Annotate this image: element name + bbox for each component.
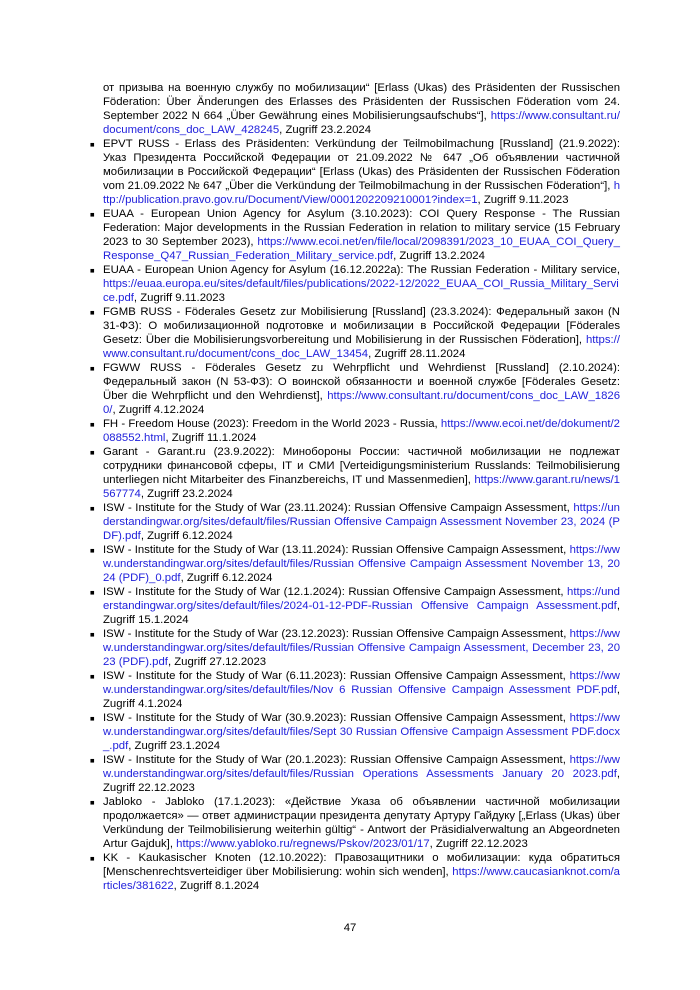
reference-link[interactable]: https://www.understandingwar.org/sites/default/files/Russian Operations Assessments January 20 2023.pdf (103, 754, 620, 780)
reference-link[interactable]: https://www.caucasianknot.com/articles/381622 (103, 866, 620, 892)
reference-link[interactable]: https://www.understandingwar.org/sites/default/files/Sept 30 Russian Offensive Campaign Assessment PDF.docx_.pdf (103, 712, 620, 752)
reference-text: ISW - Institute for the Study of War (13.11.2024): Russian Offensive Campaign Assessment, (103, 544, 570, 556)
reference-text: , Zugriff 11.1.2024 (165, 432, 257, 444)
reference-text: от призыва на военную службу по мобилизации“ [Erlass (Ukas) des Präsidenten der Russischen Föderation: Über Änderungen des Erlasses des Präsidenten der Russischen Föderation vom 24. September 2022 N 664 „Über Gewährung eines Mobilisierungsaufschubs“], (103, 82, 620, 122)
reference-text: FH - Freedom House (2023): Freedom in the World 2023 - Russia, (103, 418, 441, 430)
reference-entry (90, 263, 620, 305)
page-number: 47 (343, 922, 357, 934)
bullet-marker-icon: ■ (90, 447, 95, 457)
reference-text: FGWW RUSS - Föderales Gesetz zu Wehrpflicht und Wehrdienst [Russland] (2.10.2024): Федеральный закон (N 53-ФЗ): О воинской обязанности и военной службе [Föderales Gesetz: Über die Wehrpflicht und den Wehrdienst], (103, 362, 620, 402)
reference-link[interactable]: https://www.understandingwar.org/sites/default/files/Russian Offensive Campaign Assessment November 13, 2024 (PDF)_0.pdf (103, 544, 620, 584)
reference-text: , Zugriff 22.12.2023 (429, 838, 528, 850)
reference-entry (90, 627, 620, 669)
bullet-marker-icon: ■ (90, 671, 95, 681)
reference-entry (90, 711, 620, 753)
reference-link[interactable]: https://euaa.europa.eu/sites/default/files/publications/2022-12/2022_EUAA_COI_Russia_Military_Service.pdf (103, 278, 619, 304)
reference-link[interactable]: http://publication.pravo.gov.ru/Document/View/0001202209210001?index=1 (103, 180, 620, 206)
bullet-marker-icon: ■ (90, 419, 95, 429)
reference-text: , Zugriff 15.1.2024 (103, 600, 620, 626)
reference-text: , Zugriff 27.12.2023 (167, 656, 267, 668)
reference-link[interactable]: https://www.ecoi.net/de/dokument/2088552.html (103, 418, 620, 444)
bullet-marker-icon: ■ (90, 265, 95, 275)
reference-list (90, 81, 620, 893)
reference-text: , Zugriff 23.1.2024 (128, 740, 221, 752)
reference-text: , Zugriff 28.11.2024 (368, 348, 466, 360)
reference-entry (90, 305, 620, 361)
reference-text: ISW - Institute for the Study of War (30.9.2023): Russian Offensive Campaign Assessment, (103, 712, 570, 724)
reference-entry (90, 417, 620, 445)
reference-text: , Zugriff 6.12.2024 (180, 572, 273, 584)
reference-text: , Zugriff 13.2.2024 (393, 250, 485, 262)
reference-text: ISW - Institute for the Study of War (23.11.2024): Russian Offensive Campaign Assessment, (103, 502, 574, 514)
reference-link[interactable]: https://www.ecoi.net/en/file/local/2098391/2023_10_EUAA_COI_Query_Response_Q47_Russian_Federation_Military_service.pdf (103, 236, 620, 262)
reference-entry (90, 207, 620, 263)
reference-text: , Zugriff 4.12.2024 (112, 404, 205, 416)
reference-link[interactable]: https://www.consultant.ru/document/cons_doc_LAW_428245 (103, 110, 620, 136)
reference-entry (90, 543, 620, 585)
bullet-marker-icon: ■ (90, 587, 95, 597)
reference-text: ISW - Institute for the Study of War (12.1.2024): Russian Offensive Campaign Assessment, (103, 586, 568, 598)
reference-text: , Zugriff 22.12.2023 (103, 768, 620, 794)
reference-entry (90, 585, 620, 627)
reference-link[interactable]: https://www.understandingwar.org/sites/default/files/Nov 6 Russian Offensive Campaign Assessment PDF.pdf (103, 670, 620, 696)
reference-link[interactable]: https://www.yabloko.ru/regnews/Pskov/2023/01/17 (176, 838, 430, 850)
bullet-marker-icon: ■ (90, 797, 95, 807)
reference-text: , Zugriff 4.1.2024 (103, 684, 620, 710)
reference-text: KK - Kaukasischer Knoten (12.10.2022): Правозащитники о мобилизации: куда обратиться [Menschenrechtsverteidiger über Mobilisierung: wohin sich wenden], (103, 852, 620, 878)
reference-link[interactable]: https://www.understandingwar.org/sites/default/files/Russian Offensive Campaign Assessment, December 23, 2023 (PDF).pdf (103, 628, 620, 668)
reference-text: , Zugriff 23.2.2024 (279, 124, 372, 136)
reference-text: EPVT RUSS - Erlass des Präsidenten: Verkündung der Teilmobilmachung [Russland] (21.9.2022): Указ Президента Российской Федерации от 21.09.2022 № 647 „Об объявлении частичной мобилизации в Российской Федерации“ [Erlass (Ukas) des Präsidenten der Russischen Föderation vom 21.09.2022 № 647 „Über die Verkündung der Teilmobilmachung in der Russischen Föderation“], (103, 138, 620, 192)
reference-text: EUAA - European Union Agency for Asylum (3.10.2023): COI Query Response - The Russian Federation: Major developments in the Russian Federation in relation to military service (15 February 2023 to 30 September 2023), (103, 208, 620, 248)
reference-entry (90, 669, 620, 711)
reference-text: , Zugriff 8.1.2024 (173, 880, 260, 892)
reference-text: , Zugriff 9.11.2023 (477, 194, 569, 206)
reference-text: ISW - Institute for the Study of War (23.12.2023): Russian Offensive Campaign Assessment, (103, 628, 570, 640)
reference-link[interactable]: https://understandingwar.org/sites/default/files/Russian Offensive Campaign Assessment November 23, 2024 (PDF).pdf (103, 502, 620, 542)
reference-entry (90, 137, 620, 207)
reference-entry (90, 445, 620, 501)
bullet-marker-icon: ■ (90, 139, 95, 149)
reference-link[interactable]: https://www.consultant.ru/document/cons_doc_LAW_18260/ (103, 390, 620, 416)
reference-text: , Zugriff 9.11.2023 (133, 292, 225, 304)
bullet-marker-icon: ■ (90, 363, 95, 373)
reference-link[interactable]: https://www.garant.ru/news/1567774 (103, 474, 620, 500)
reference-text: Garant - Garant.ru (23.9.2022): Минобороны России: частичной мобилизации не подлежат сотрудники финансовой сферы, IT и СМИ [Verteidigungsministerium Russlands: Teilmobilisierung unterliegen nicht Mitarbeiter des Finanzbereichs, IT und Massenmedien], (103, 446, 620, 486)
reference-entry (90, 81, 620, 137)
reference-text: Jabloko - Jabloko (17.1.2023): «Действие Указа об объявлении частичной мобилизации продолжается» — ответ администрации президента депутату Артуру Гайдуку [„Erlass (Ukas) über Verkündung der Teilmobilisierung weiterhin gültig“ - Antwort der Präsidialverwaltung an Abgeordneten Artur Gajduk], (103, 796, 620, 850)
reference-entry (90, 361, 620, 417)
bullet-marker-icon: ■ (90, 755, 95, 765)
reference-entry (90, 795, 620, 851)
reference-link[interactable]: https://understandingwar.org/sites/default/files/2024-01-12-PDF-Russian Offensive Campaign Assessment.pdf (103, 586, 620, 612)
reference-entry (90, 753, 620, 795)
reference-text: , Zugriff 6.12.2024 (140, 530, 233, 542)
reference-text: ISW - Institute for the Study of War (6.11.2023): Russian Offensive Campaign Assessment, (103, 670, 570, 682)
reference-text: , Zugriff 23.2.2024 (140, 488, 233, 500)
reference-link[interactable]: https://www.consultant.ru/document/cons_doc_LAW_13454 (103, 334, 620, 360)
bullet-marker-icon: ■ (90, 307, 95, 317)
bullet-marker-icon: ■ (90, 853, 95, 863)
reference-text: EUAA - European Union Agency for Asylum (16.12.2022a): The Russian Federation - Military service, (103, 264, 620, 276)
bullet-marker-icon: ■ (90, 209, 95, 219)
bullet-marker-icon: ■ (90, 503, 95, 513)
bullet-marker-icon: ■ (90, 629, 95, 639)
reference-entry (90, 851, 620, 893)
bullet-marker-icon: ■ (90, 713, 95, 723)
reference-entry (90, 501, 620, 543)
reference-text: FGMB RUSS - Föderales Gesetz zur Mobilisierung [Russland] (23.3.2024): Федеральный закон (N 31-ФЗ): О мобилизационной подготовке и мобилизации в Российской Федерации [Föderales Gesetz: Über die Mobilisierungsvorbereitung und Mobilisierung in der Russischen Föderation], (103, 306, 620, 346)
reference-text: ISW - Institute for the Study of War (20.1.2023): Russian Offensive Campaign Assessment, (103, 754, 570, 766)
bullet-marker-icon: ■ (90, 545, 95, 555)
